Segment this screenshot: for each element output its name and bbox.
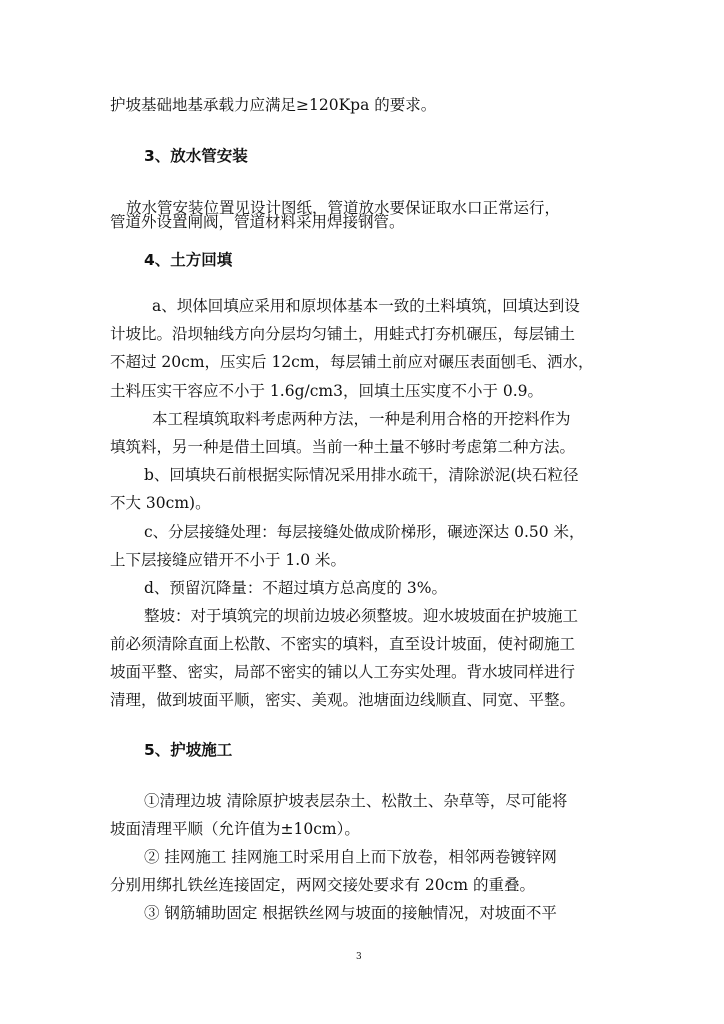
text-line: 上下层接缝应错开不小于 1.0 米。: [110, 551, 347, 569]
text-line: 分别用绑扎铁丝连接固定，两网交接处要求有 20cm 的重叠。: [110, 876, 535, 894]
text-line: d、预留沉降量：不超过填方总高度的 3%。: [144, 579, 447, 597]
text-line: 坡面平整、密实，局部不密实的铺以人工夯实处理。背水坡同样进行: [110, 663, 576, 681]
text-line: ② 挂网施工 挂网施工时采用自上而下放卷，相邻两卷镀锌网: [144, 848, 557, 866]
text-line: b、回填块石前根据实际情况采用排水疏干，清除淤泥(块石粒径: [144, 466, 579, 484]
text-line: 不大 30cm)。: [110, 494, 211, 512]
text-line: 清理，做到坡面平顺，密实、美观。池塘面边线顺直、同宽、平整。: [110, 691, 576, 709]
section-heading: 5、护坡施工: [144, 741, 233, 759]
text-line: a、坝体回填应采用和原坝体基本一致的土料填筑，回填达到设: [152, 297, 580, 315]
text-line: 不超过 20cm，压实后 12cm，每层铺土前应对碾压表面刨毛、洒水，: [110, 353, 594, 371]
text-line: 本工程填筑取料考虑两种方法，一种是利用合格的开挖料作为: [152, 410, 571, 428]
text-line: 计坡比。沿坝轴线方向分层均匀铺土，用蛙式打夯机碾压，每层铺土: [110, 325, 576, 343]
text-line: 土料压实干容应不小于 1.6g/cm3，回填土压实度不小于 0.9。: [110, 382, 544, 400]
text-line: ③ 钢筋辅助固定 根据铁丝网与坡面的接触情况，对坡面不平: [144, 904, 557, 922]
text-line: 整坡：对于填筑完的坝前边坡必须整坡。迎水坡坡面在护坡施工: [144, 607, 579, 625]
text-line: 护坡基础地基承载力应满足≥120Kpa 的要求。: [110, 96, 437, 114]
text-line: 前必须清除直面上松散、不密实的填料，直至设计坡面，使衬砌施工: [110, 635, 576, 653]
text-line: c、分层接缝处理：每层接缝处做成阶梯形，碾迹深达 0.50 米，: [144, 523, 585, 541]
section-heading: 4、土方回填: [144, 251, 233, 269]
page-number: 3: [356, 952, 362, 962]
text-line: 坡面清理平顺（允许值为±10cm）。: [110, 820, 360, 838]
text-line: ①清理边坡 清除原护坡表层杂土、松散土、杂草等，尽可能将: [144, 792, 568, 810]
text-line: 填筑料，另一种是借土回填。当前一种土量不够时考虑第二种方法。: [110, 438, 576, 456]
section-heading: 3、放水管安装: [144, 147, 248, 165]
text-line: 管道外设置闸阀，管道材料采用焊接钢管。: [110, 213, 405, 231]
text-line: 放水管安装位置见设计图纸，管道放水要保证取水口正常运行，: [126, 199, 561, 217]
